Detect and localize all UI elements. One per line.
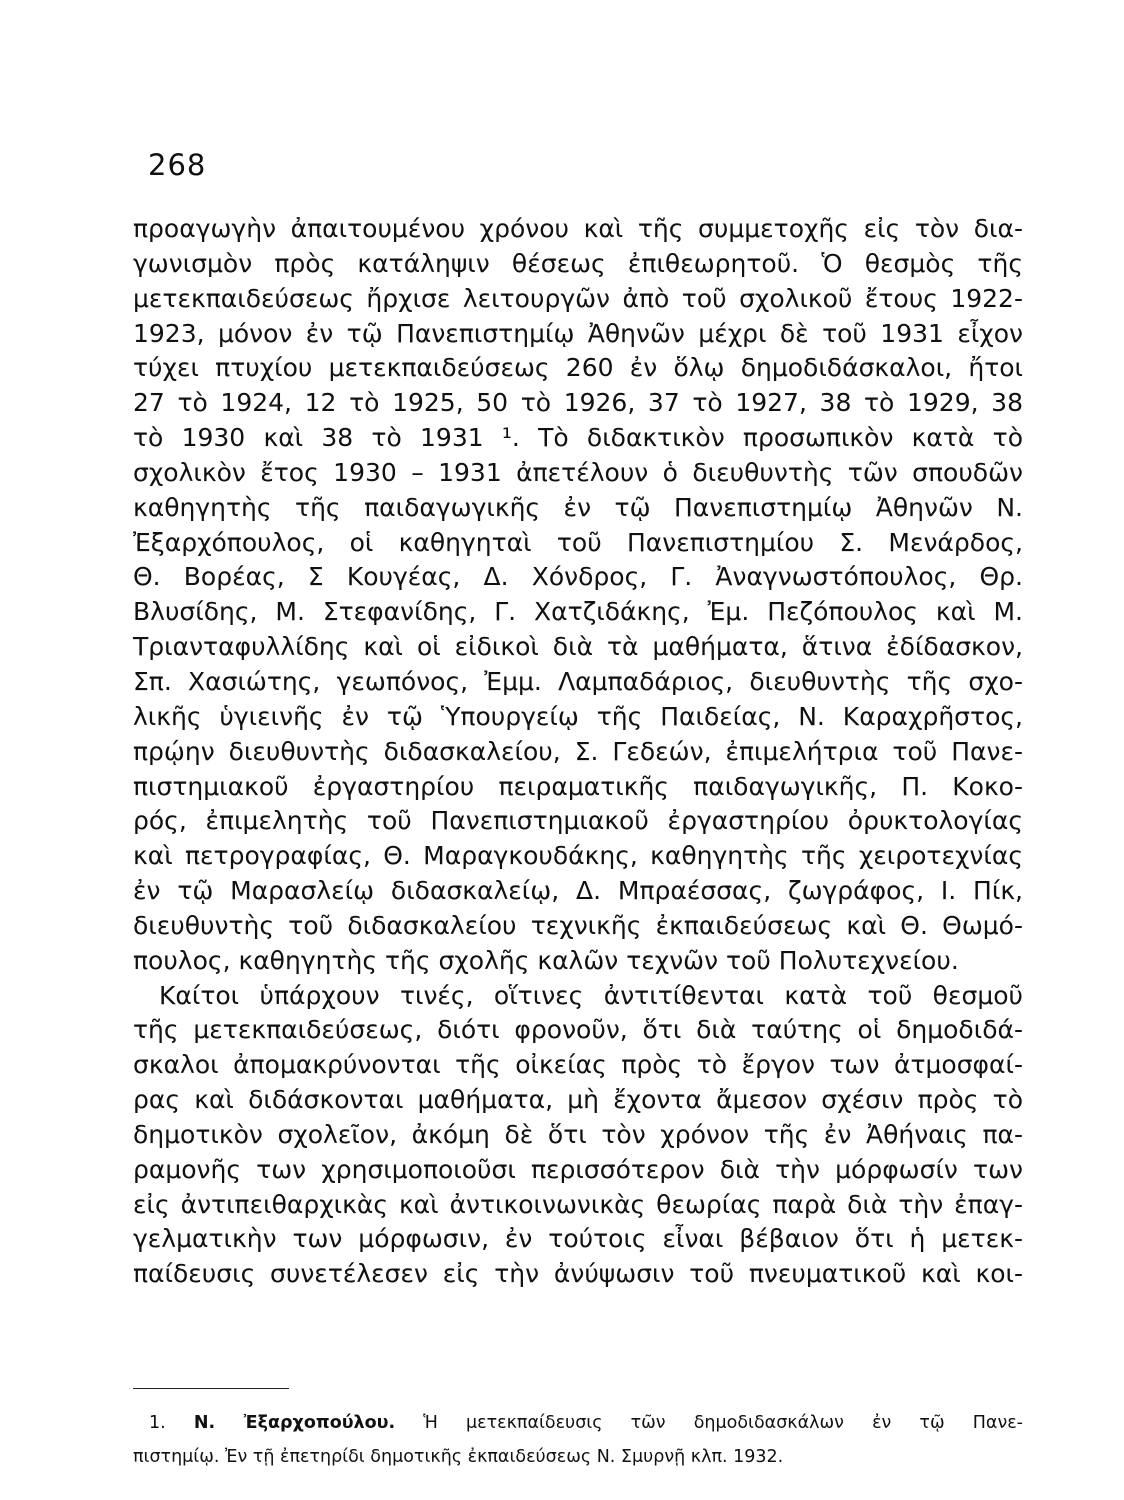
text-line: καὶ πετρογραφίας, Θ. Μαραγκουδάκης, καθηγητὴς τῆς χειροτεχνίας <box>133 841 1023 871</box>
text-line: ρας καὶ διδάσκονται μαθήματα, μὴ ἔχοντα ἄμεσον σχέσιν πρὸς τὸ <box>133 1085 1023 1115</box>
text-line: λικῆς ὑγιεινῆς ἐν τῷ Ὑπουργείῳ τῆς Παιδείας, Ν. Καραχρῆστος, <box>133 701 1023 731</box>
text-line: εἰς ἀντιπειθαρχικὰς καὶ ἀντικοινωνικὰς θεωρίας παρὰ διὰ τὴν ἐπαγ- <box>133 1189 1023 1219</box>
text-line: Σπ. Χασιώτης, γεωπόνος, Ἐμμ. Λαμπαδάριος, διευθυντὴς τῆς σχο- <box>133 666 1023 696</box>
text-line: γελματικὴν των μόρφωσιν, ἐν τούτοις εἶναι βέβαιον ὅτι ἡ μετεκ- <box>133 1224 1023 1254</box>
text-line: Καίτοι ὑπάρχουν τινές, οἵτινες ἀντιτίθενται κατὰ τοῦ θεσμοῦ <box>159 980 1023 1010</box>
text-line: 27 τὸ 1924, 12 τὸ 1925, 50 τὸ 1926, 37 τὸ 1927, 38 τὸ 1929, 38 <box>133 388 1023 418</box>
footnote-number: 1. <box>149 1413 166 1433</box>
footnote-line <box>133 1406 1023 1440</box>
text-line: προαγωγὴν ἀπαιτουμένου χρόνου καὶ τῆς συμμετοχῆς εἰς τὸν δια- <box>133 214 1023 243</box>
text-line: παίδευσις συνετέλεσεν εἰς τὴν ἀνύψωσιν τοῦ πνευματικοῦ καὶ κοι- <box>133 1259 1023 1289</box>
footnote-divider <box>133 1388 289 1389</box>
text-line: διευθυντὴς τοῦ διδασκαλείου τεχνικῆς ἐκπαιδεύσεως καὶ Θ. Θωμό- <box>133 910 1023 940</box>
text-line: τὸ 1930 καὶ 38 τὸ 1931 ¹. Τὸ διδακτικὸν προσωπικὸν κατὰ τὸ <box>133 423 1023 453</box>
text-line: Βλυσίδης, Μ. Στεφανίδης, Γ. Χατζιδάκης, Ἐμ. Πεζόπουλος καὶ Μ. <box>133 597 1023 627</box>
text-line: Ἐξαρχόπουλος, οἱ καθηγηταὶ τοῦ Πανεπιστημίου Σ. Μενάρδος, <box>133 527 1023 557</box>
text-line: Θ. Βορέας, Σ Κουγέας, Δ. Χόνδρος, Γ. Ἀναγνωστόπουλος, Θρ. <box>133 562 1023 592</box>
text-line: πρῴην διευθυντὴς διδασκαλείου, Σ. Γεδεών, ἐπιμελήτρια τοῦ Πανε- <box>133 736 1023 766</box>
footnote-author: Ν. Ἐξαρχοπούλου. <box>193 1413 396 1433</box>
text-line: ρός, ἐπιμελητὴς τοῦ Πανεπιστημιακοῦ ἐργαστηρίου ὀρυκτολογίας <box>133 806 1023 836</box>
footnote-text: Ἡ μετεκπαίδευσις τῶν δημοδιδασκάλων ἐν τῷ Πανε- <box>423 1413 1023 1433</box>
text-line: μετεκπαιδεύσεως ἤρχισε λειτουργῶν ἀπὸ τοῦ σχολικοῦ ἔτους 1922- <box>133 283 1023 313</box>
text-line: δημοτικὸν σχολεῖον, ἀκόμη δὲ ὅτι τὸν χρόνον τῆς ἐν Ἀθήναις πα- <box>133 1119 1023 1149</box>
text-line: πιστημιακοῦ ἐργαστηρίου πειραματικῆς παιδαγωγικῆς, Π. Κοκο- <box>133 771 1023 801</box>
text-line: πουλος, καθηγητὴς τῆς σχολῆς καλῶν τεχνῶν τοῦ Πολυτεχνείου. <box>133 945 959 975</box>
text-line: σκαλοι ἀπομακρύνονται τῆς οἰκείας πρὸς τὸ ἔργον των ἀτμοσφαί- <box>133 1050 1023 1080</box>
text-line: τῆς μετεκπαιδεύσεως, διότι φρονοῦν, ὅτι διὰ ταύτης οἱ δημοδιδά- <box>133 1015 1023 1045</box>
text-line: σχολικὸν ἔτος 1930 – 1931 ἀπετέλουν ὁ διευθυντὴς τῶν σπουδῶν <box>133 457 1023 487</box>
text-line: 1923, μόνον ἐν τῷ Πανεπιστημίῳ Ἀθηνῶν μέχρι δὲ τοῦ 1931 εἶχον <box>133 318 1023 348</box>
text-line: ἐν τῷ Μαρασλείῳ διδασκαλείῳ, Δ. Μπραέσσας, ζωγράφος, Ι. Πίκ, <box>133 876 1023 906</box>
page-number: 268 <box>148 148 207 182</box>
text-line: γωνισμὸν πρὸς κατάληψιν θέσεως ἐπιθεωρητοῦ. Ὁ θεσμὸς τῆς <box>133 248 1023 278</box>
footnotes <box>133 1406 1023 1474</box>
text-line: τύχει πτυχίου μετεκπαιδεύσεως 260 ἐν ὅλῳ δημοδιδάσκαλοι, ἤτοι <box>133 353 1023 383</box>
text-line: καθηγητὴς τῆς παιδαγωγικῆς ἐν τῷ Πανεπιστημίῳ Ἀθηνῶν Ν. <box>133 492 1023 522</box>
text-line: Τριανταφυλλίδης καὶ οἱ εἰδικοὶ διὰ τὰ μαθήματα, ἅτινα ἐδίδασκον, <box>133 632 1023 662</box>
footnote-line: πιστημίῳ. Ἐν τῇ ἐπετηρίδι δημοτικῆς ἐκπαιδεύσεως Ν. Σμυρνῇ κλπ. 1932. <box>133 1447 784 1467</box>
text-line: ραμονῆς των χρησιμοποιοῦσι περισσότερον διὰ τὴν μόρφωσίν των <box>133 1154 1023 1184</box>
body-text <box>133 212 1023 1292</box>
